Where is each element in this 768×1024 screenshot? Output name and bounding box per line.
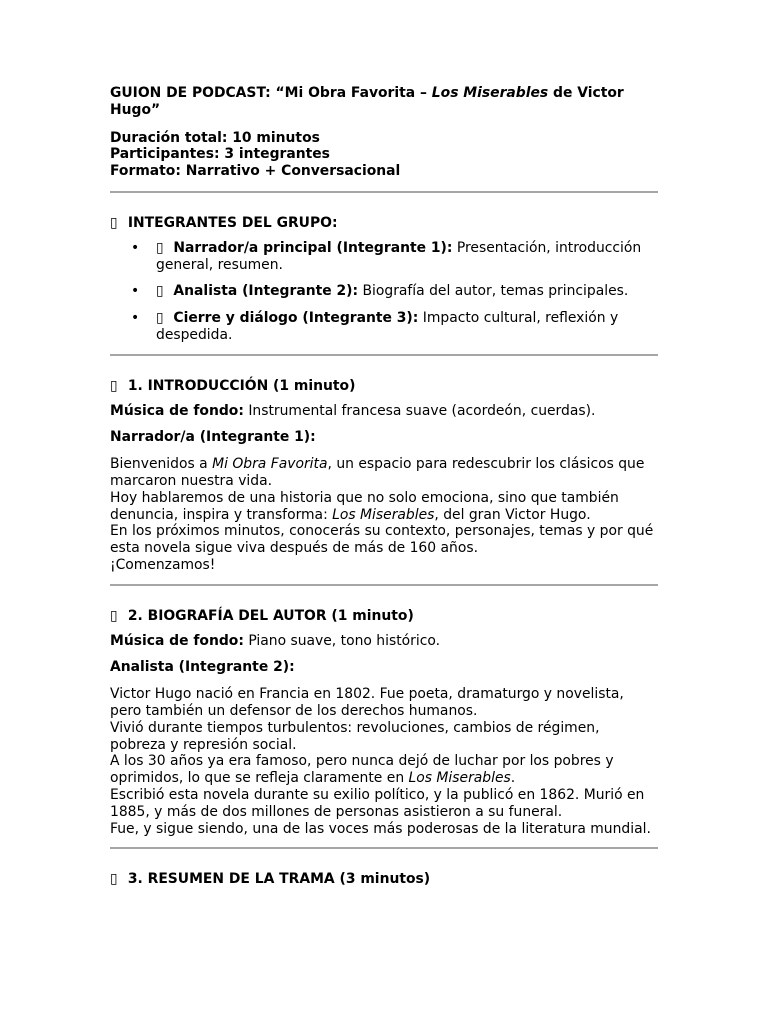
body-text: . [510,770,516,787]
body-text: Bienvenidos a [110,456,213,473]
member-desc: Impacto cultural, reflexión y despedida. [156,310,619,343]
body-line: Victor Hugo nació en Francia en 1802. Fue poeta, dramaturgo y novelista, pero también un defensor de los derechos humanos. [110,686,624,719]
body-italic: Mi Obra Favorita [212,456,328,473]
body-line [110,753,658,787]
body-line: Fue, y sigue siendo, una de las voces más poderosas de la literatura mundial. [110,820,651,837]
body-italic: Los Miserables [332,506,435,523]
list-item [110,283,658,300]
list-item [110,310,658,344]
section-3-heading [110,871,658,888]
music-label: Música de fondo: [110,632,244,649]
member-desc: Presentación, introducción general, resumen. [156,239,642,273]
podcast-title [110,85,658,119]
section-2-speaker: Analista (Integrante 2): [110,659,295,676]
bullet-icon: • [131,310,140,327]
body-line: En los próximos minutos, conocerás su contexto, personajes, temas y por qué esta novela sigue viva después de más de 160 años. [110,523,654,557]
duration-line: Duración total: 10 minutos [110,129,320,146]
body-line [110,490,658,524]
body-text: , del gran Victor Hugo. [434,506,591,523]
music-label: Música de fondo: [110,402,244,419]
document-content [110,85,658,896]
section-1-heading [110,378,658,395]
body-line: ¡Comenzamos! [110,556,216,573]
body-text: A los 30 años ya era famoso, pero nunca dejó de luchar por los pobres y oprimidos, lo que se refleja claramente en [110,753,614,787]
members-heading-label: INTEGRANTES DEL GRUPO: [127,214,338,231]
member-role: Analista (Integrante 2): [173,283,359,300]
list-item [110,240,658,274]
missing-glyph-icon: ▯ [156,310,164,327]
section-2-body [110,686,658,837]
divider [110,191,658,193]
title-prefix: GUION DE PODCAST: “Mi Obra Favorita – [110,85,432,101]
member-role: Cierre y diálogo (Integrante 3): [173,310,419,327]
section-1-speaker: Narrador/a (Integrante 1): [110,429,316,446]
member-role: Narrador/a principal (Integrante 1): [173,239,453,256]
podcast-meta [110,130,658,180]
body-line [110,456,658,490]
members-list [110,240,658,344]
body-line: Vivió durante tiempos turbulentos: revoluciones, cambios de régimen, pobreza y represión social. [110,719,600,753]
missing-glyph-icon: ▯ [110,607,118,624]
body-text: , un espacio para redescubrir los clásicos que marcaron nuestra vida. [110,456,645,489]
member-desc: Biografía del autor, temas principales. [358,283,629,300]
bullet-icon: • [131,239,140,256]
section-2-heading-label: 2. BIOGRAFÍA DEL AUTOR (1 minuto) [127,607,414,624]
body-text: Hoy hablaremos de una historia que no solo emociona, sino que también denuncia, inspira y transforma: [110,489,619,523]
missing-glyph-icon: ▯ [156,283,164,300]
participants-line: Participantes: 3 integrantes [110,146,330,163]
missing-glyph-icon: ▯ [156,239,164,256]
section-1-body [110,456,658,574]
section-1-music [110,403,658,420]
divider [110,847,658,849]
missing-glyph-icon: ▯ [110,377,118,394]
bullet-icon: • [131,283,140,300]
missing-glyph-icon: ▯ [110,871,118,888]
music-value: Piano suave, tono histórico. [243,632,441,649]
section-2-heading [110,608,658,625]
section-3-heading-label: 3. RESUMEN DE LA TRAMA (3 minutos) [127,871,431,888]
section-2-music [110,633,658,650]
missing-glyph-icon: ▯ [110,214,118,231]
body-italic: Los Miserables [408,770,511,787]
divider [110,354,658,356]
divider [110,584,658,586]
title-italic: Los Miserables [431,85,549,101]
format-line: Formato: Narrativo + Conversacional [110,163,401,180]
title-suffix: de Victor Hugo” [110,85,624,118]
body-line: Escribió esta novela durante su exilio político, y la publicó en 1862. Murió en 1885, y más de dos millones de personas asistieron a su funeral. [110,786,645,820]
music-value: Instrumental francesa suave (acordeón, cuerdas). [243,402,596,419]
section-1-heading-label: 1. INTRODUCCIÓN (1 minuto) [127,377,356,394]
members-heading [110,215,658,232]
